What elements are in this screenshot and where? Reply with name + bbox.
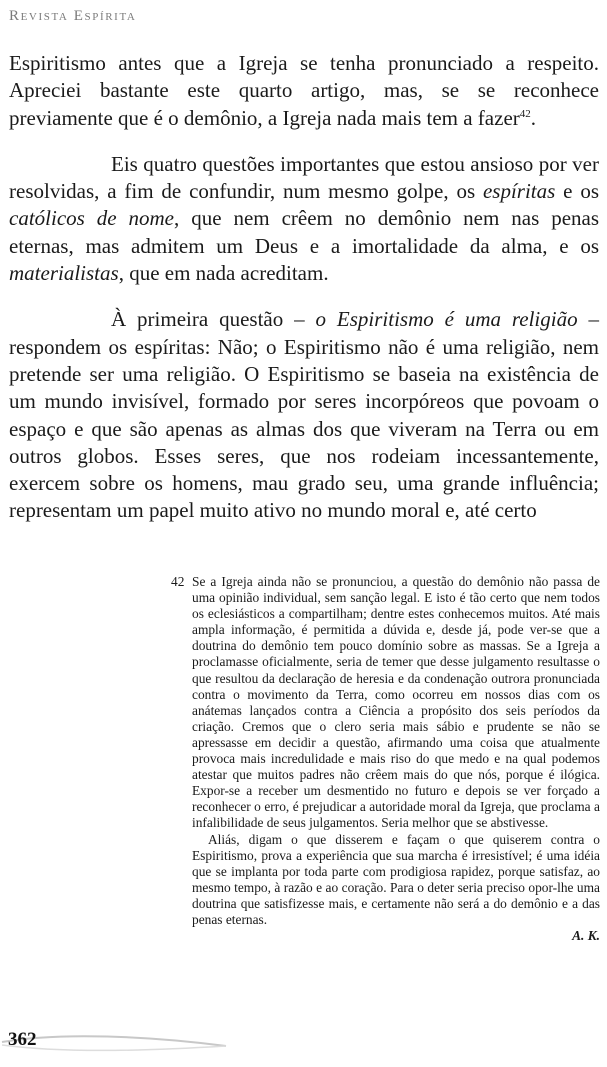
- footnote-block: [171, 574, 600, 944]
- main-text: [9, 50, 599, 525]
- paragraph-3: À primeira questão – o Espiritismo é uma religião – respondem os espíritas: Não; o Espiritismo não é uma religião, nem pretende ser uma religião. O Espiritismo se baseia na existência de um mundo invisível, formado por seres incorpóreos que povoam o espaço e que são apenas as almas dos que viveram na Terra ou em outros globos. Esses seres, que nos rodeiam incessantemente, exercem sobre os homens, mau grado seu, uma grande influência; representam um papel muito ativo no mundo moral e, até certo: [9, 307, 599, 523]
- page-number: 362: [8, 1029, 37, 1050]
- footnote-signature: A. K.: [572, 928, 600, 944]
- footnote-paragraph-1: Se a Igreja ainda não se pronunciou, a questão do demônio não passa de uma opinião individual, sem sanção legal. E isto é tão certo que nem todos os eclesiásticos a compartilham; dentre estes conhecemos muitos. Até mais ampla informação, é permitida a dúvida e, desde já, pode ver-se que a doutrina do demônio tem pouco domínio sobre as massas. Se a Igreja a proclamasse oficialmente, seria de temer que desse julgamento resultasse o que resultou da declaração de heresia e da condenação outrora pronunciada contra o movimento da Terra, como ocorreu em nossos dias com os anátemas lançados contra a Ciência a propósito dos seis períodos da criação. Cremos que o clero seria mais sábio e prudente se não se apressasse em decidir a questão, afirmando uma coisa que atualmente provoca mais incredulidade e mais riso do que medo e na qual podemos atestar que muitos padres não crêem mais do que nós, porque é ilógica. Expor-se a receber um desmentido no futuro e depois se ver forçado a reconhecer o erro, é prejudicar a autoridade moral da Igreja, que proclama a infalibilidade de seus julgamentos. Seria melhor que se abstivesse.: [192, 574, 600, 831]
- footnote-number: 42: [171, 574, 185, 589]
- footnote-paragraph-2: Aliás, digam o que disserem e façam o que quiserem contra o Espiritismo, prova a experiência que sua marcha é irresistível; é uma idéia que se implanta por toda parte com prodigiosa rapidez, porque satisfaz, ao mesmo tempo, à razão e ao coração. Para o deter seria preciso opor-lhe uma doutrina que satisfizesse mais, e certamente não será a do demônio e a das penas eternas.: [192, 831, 600, 927]
- footnote-42: [171, 574, 600, 832]
- footnote-ref[interactable]: 42: [519, 107, 531, 120]
- paragraph-2: Eis quatro questões importantes que estou ansioso por ver resolvidas, a fim de confundir, num mesmo golpe, os espíritas e os católicos de nome, que nem crêem no demônio nem nas penas eternas, mas admitem um Deus e a imortalidade da alma, e os materialistas, que em nada acreditam.: [9, 151, 600, 286]
- running-header: Revista Espírita: [9, 8, 137, 24]
- paragraph-1: Espiritismo antes que a Igreja se tenha pronunciado a respeito. Apreciei bastante este quarto artigo, mas, se se reconhece previamente que é o demônio, a Igreja nada mais tem a fazer$^{42}$.: [9, 51, 599, 130]
